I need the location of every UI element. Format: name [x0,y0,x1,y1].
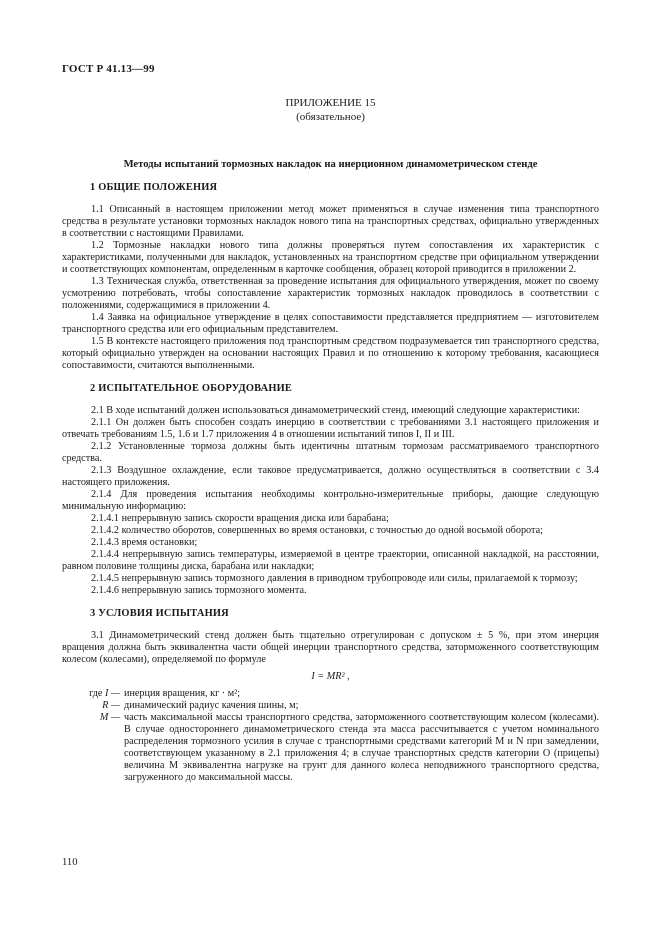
definition-text: часть максимальной массы транспортного средства, заторможенного соответствующим колесом (колесами). В случае одностороннего динамометрического стенда эта масса рассчитывается с учетом номинального распределения тормозного усилия в случае с транспортными средствами категорий M и N при замедлении, соответствующем указанному в 2.1 приложения 4; в случае транспортных средств категории O (прицепы) величина M эквивалентна нагрузке на грунт для данного колеса неподвижного транспортного средства, загруженного до максимальной массы. [124,712,599,783]
appendix-status: (обязательное) [296,111,365,123]
paragraph: 1.2 Тормозные накладки нового типа должны проверяться путем сопоставления их характеристик с характеристиками, полученными для накладок, установленных на транспортном средстве при официальном утверждении и соответствующих компонентам, определенным в карточке сообщения, образец которой приводится в приложении 2. [62,240,599,275]
definition-prefix: где [89,688,103,699]
paragraph: 2.1.4.5 непрерывную запись тормозного давления в приводном трубопроводе или силы, прилагаемой к тормозу; [91,573,578,584]
paragraph: 2.1.3 Воздушное охлаждение, если таковое предусматривается, должно осуществляться в соответствии с 3.4 настоящего приложения. [62,465,599,488]
definition-symbol: R — [102,700,120,711]
paragraph: 2.1.4.6 непрерывную запись тормозного момента. [91,585,307,596]
appendix-label: ПРИЛОЖЕНИЕ 15 [285,97,376,109]
paragraph: 2.1 В ходе испытаний должен использоваться динамометрический стенд, имеющий следующие характеристики: [91,405,581,416]
paragraph: 3.1 Динамометрический стенд должен быть тщательно отрегулирован с допуском ± 5 %, при этом инерция вращения должна быть эквивалентна части общей инерции транспортного средства, заторможенного соответствующим колесом (колесами), определяемой по формуле [62,630,599,665]
paragraph: 2.1.4 Для проведения испытания необходимы контрольно-измерительные приборы, дающие следующую минимальную информацию: [62,489,599,512]
inertia-formula: I = MR² , [311,671,350,682]
definition-row [62,700,599,712]
paragraph: 2.1.4.2 количество оборотов, совершенных во время остановки, с точностью до одной восьмой оборота; [91,525,543,536]
page-number: 110 [62,857,78,868]
paragraph: 2.1.4.3 время остановки; [91,537,198,548]
definition-row [62,688,599,700]
definition-text: динамический радиус качения шины, м; [124,700,299,711]
section-3-heading: 3 УСЛОВИЯ ИСПЫТАНИЯ [90,608,229,619]
paragraph: 1.5 В контексте настоящего приложения под транспортным средством подразумевается тип транспортного средства, который официально утвержден на основании настоящих Правил и по отношению к которому требования, касающиеся сопоставимости, считаются выполненными. [62,336,599,371]
section-2-heading: 2 ИСПЫТАТЕЛЬНОЕ ОБОРУДОВАНИЕ [90,383,293,394]
document-title: Методы испытаний тормозных накладок на инерционном динамометрическом стенде [123,159,538,170]
paragraph: 2.1.1 Он должен быть способен создать инерцию в соответствии с требованиями 3.1 настоящего приложения и отвечать требованиям 1.5, 1.6 и 1.7 приложения 4 в отношении испытаний типов I, II и III. [62,417,599,440]
definition-symbol: I — [105,688,120,699]
definition-symbol: M — [99,712,120,723]
paragraph: 2.1.4.4 непрерывную запись температуры, измеряемой в центре траектории, описанной накладкой, на расстоянии, равном половине толщины диска, барабана или накладки; [62,549,599,572]
paragraph: 2.1.4.1 непрерывную запись скорости вращения диска или барабана; [91,513,389,524]
section-1-heading: 1 ОБЩИЕ ПОЛОЖЕНИЯ [90,182,218,193]
formula-definitions [62,688,599,784]
paragraph: 1.3 Техническая служба, ответственная за проведение испытания для официального утверждения, может по своему усмотрению потребовать, чтобы сопоставление характеристик тормозных накладок проводилось в соответствии с положениями, содержащимися в приложении 4. [62,276,599,311]
definition-row [62,712,599,784]
paragraph: 1.4 Заявка на официальное утверждение в целях сопоставимости представляется предприятием — изготовителем транспортного средства или его официальным представителем. [62,312,599,335]
paragraph: 2.1.2 Установленные тормоза должны быть идентичны штатным тормозам рассматриваемого транспортного средства. [62,441,599,464]
document-body [62,182,599,784]
definition-text: инерция вращения, кг · м²; [124,688,241,699]
standard-code-header: ГОСТ Р 41.13—99 [62,63,155,75]
paragraph: 1.1 Описанный в настоящем приложении метод может применяться в случае изменения типа транспортного средства в результате установки тормозных накладок нового типа на транспортных средствах, официально утвержденных в соответствии с настоящими Правилами. [62,204,599,239]
